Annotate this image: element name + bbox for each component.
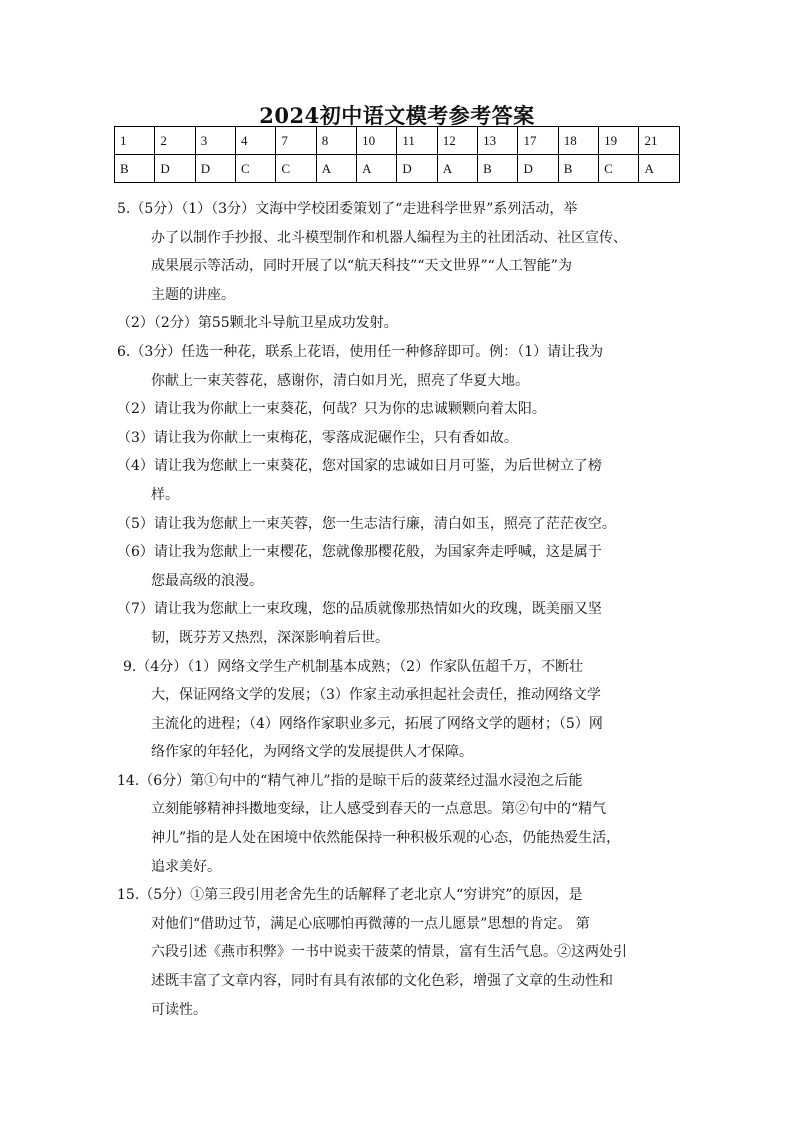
text-line: 你献上一束芙蓉花，感谢你，清白如月光，照亮了华夏大地。 xyxy=(151,372,529,389)
question-number-cell: 8 xyxy=(316,127,356,155)
question-number-cell: 18 xyxy=(558,127,598,155)
text-line: （2）（2分）第55颗北斗导航卫星成功发射。 xyxy=(117,315,398,332)
text-line: 样。 xyxy=(151,486,179,503)
text-line: 办了以制作手抄报、北斗模型制作和机器人编程为主的社团活动、社区宣传、 xyxy=(151,229,627,246)
answer-cell: A xyxy=(316,155,356,183)
text-line: 可读性。 xyxy=(151,1001,207,1018)
text-line: 主流化的进程；（4）网络作家职业多元，拓展了网络文学的题材；（5）网 xyxy=(151,715,603,732)
question-number-cell: 2 xyxy=(155,127,195,155)
text-line: 6.（3分）任选一种花，联系上花语，使用任一种修辞即可。例：（1）请让我为 xyxy=(117,343,604,360)
text-line: 15.（5分）①第三段引用老舍先生的话解释了老北京人“穷讲究”的原因，是 xyxy=(117,887,583,904)
text-line: 络作家的年轻化，为网络文学的发展提供人才保障。 xyxy=(151,744,473,761)
question-number-cell: 19 xyxy=(599,127,639,155)
answer-cell: D xyxy=(195,155,235,183)
answer-text xyxy=(117,195,683,1024)
text-line: 神儿”指的是人处在困境中依然能保持一种积极乐观的心态，仍能热爱生活， xyxy=(151,830,621,847)
text-line: 您最高级的浪漫。 xyxy=(151,572,263,589)
answer-letter-row xyxy=(115,155,680,183)
text-line: （6）请让我为您献上一束樱花，您就像那樱花般，为国家奔走呼喊，这是属于 xyxy=(117,544,602,561)
question-number-cell: 13 xyxy=(478,127,518,155)
page-title: 2024初中语文模考参考答案 xyxy=(259,103,535,128)
text-line: 14.（6分）第①句中的“精气神儿”指的是晾干后的菠菜经过温水浸泡之后能 xyxy=(117,772,583,789)
question-number-cell: 1 xyxy=(115,127,155,155)
text-line: 对他们“借助过节，满足心底哪怕再微薄的一点儿愿景”思想的肯定。 第 xyxy=(151,915,590,932)
text-line: （7）请让我为您献上一束玫瑰，您的品质就像那热情如火的玫瑰，既美丽又坚 xyxy=(117,601,602,618)
answer-cell: C xyxy=(599,155,639,183)
text-line: 9.（4分）（1）网络文学生产机制基本成熟；（2）作家队伍超千万，不断壮 xyxy=(123,658,584,675)
answer-cell: B xyxy=(115,155,155,183)
text-line: 5.（5分）（1）（3分）文海中学校团委策划了“走进科学世界”系列活动，举 xyxy=(117,201,578,217)
text-line: （4）请让我为您献上一束葵花，您对国家的忠诚如日月可鉴，为后世树立了榜 xyxy=(117,458,602,475)
question-number-cell: 10 xyxy=(357,127,397,155)
text-line: 大，保证网络文学的发展；（3）作家主动承担起社会责任，推动网络文学 xyxy=(151,687,601,704)
answer-body xyxy=(117,195,683,1024)
question-number-cell: 3 xyxy=(195,127,235,155)
text-line: 主题的讲座。 xyxy=(151,286,235,303)
answer-cell: D xyxy=(518,155,558,183)
text-line: 韧，既芬芳又热烈，深深影响着后世。 xyxy=(151,629,389,646)
answer-cell: C xyxy=(236,155,276,183)
answer-cell: D xyxy=(155,155,195,183)
answer-cell: B xyxy=(558,155,598,183)
answer-cell: C xyxy=(276,155,316,183)
answer-cell: A xyxy=(437,155,477,183)
text-line: 立刻能够精神抖擞地变绿，让人感受到春天的一点意思。第②句中的“精气 xyxy=(151,801,607,818)
question-number-cell: 12 xyxy=(437,127,477,155)
text-line: 述既丰富了文章内容，同时有具有浓郁的文化色彩，增强了文章的生动性和 xyxy=(151,973,613,990)
text-line: （5）请让我为您献上一束芙蓉，您一生志洁行廉，清白如玉，照亮了茫茫夜空。 xyxy=(117,515,616,532)
question-number-cell: 4 xyxy=(236,127,276,155)
answer-table xyxy=(114,126,680,183)
text-line: 追求美好。 xyxy=(151,858,221,875)
text-line: 六段引述《燕市积弊》一书中说卖干菠菜的情景，富有生活气息。②这两处引 xyxy=(151,944,627,961)
answer-cell: A xyxy=(639,155,680,183)
answer-cell: B xyxy=(478,155,518,183)
answer-cell: A xyxy=(357,155,397,183)
question-number-cell: 7 xyxy=(276,127,316,155)
question-number-cell: 11 xyxy=(397,127,437,155)
text-line: 成果展示等活动，同时开展了以“航天科技”“天文世界”“人工智能”为 xyxy=(151,258,572,275)
question-number-cell: 17 xyxy=(518,127,558,155)
text-line: （2）请让我为你献上一束葵花，何哉？只为你的忠诚颗颗向着太阳。 xyxy=(117,401,546,418)
answer-cell: D xyxy=(397,155,437,183)
text-line: （3）请让我为你献上一束梅花，零落成泥碾作尘，只有香如故。 xyxy=(117,429,518,446)
question-number-cell: 21 xyxy=(639,127,680,155)
question-number-row xyxy=(115,127,680,155)
